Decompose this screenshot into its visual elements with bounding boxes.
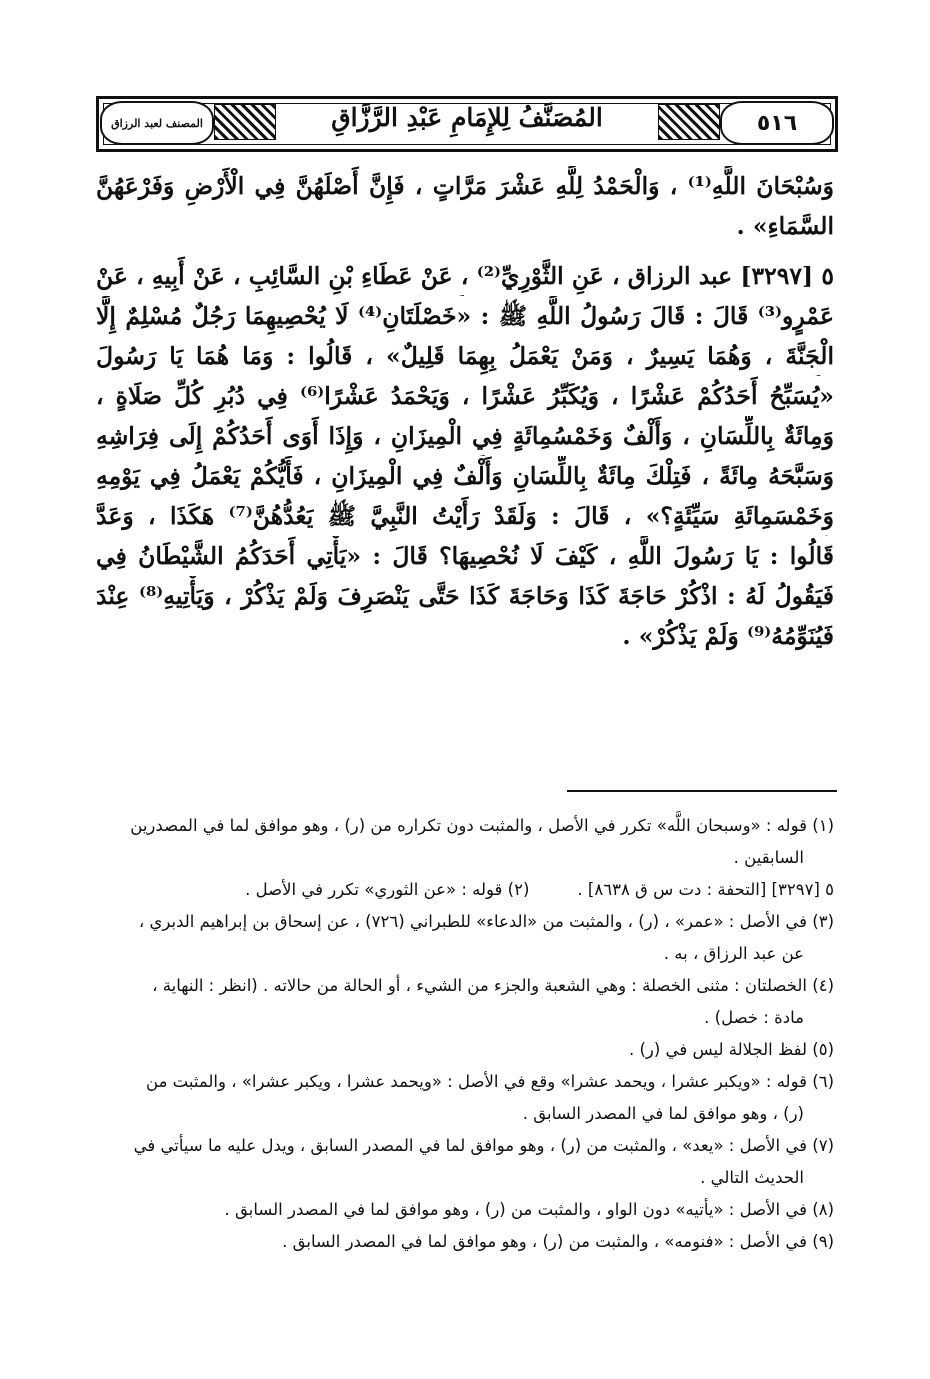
footnote-8: (٨) في الأصل : «يأتيه» دون الواو ، والمثبت من (ر) ، وهو موافق لما في المصدر السابق . [224,1200,834,1219]
book-logo-text: المصنف لعبد الرزاق [111,116,203,130]
footnote-separator [567,790,837,792]
footnote-4-cont: مادة : خصل) . [704,1008,804,1027]
footnote-row-tuhfa [96,874,834,906]
footnote-5: (٥) لفظ الجلالة ليس في (ر) . [628,1040,834,1059]
main-text [96,166,834,656]
hadith-3297-line-10: فَيُنَوِّمُهُ⁽⁹⁾ وَلَمْ يَذْكُرْ» . [622,622,834,650]
footnote-1: (١) قوله : «وسبحان اللَّه» تكرر في الأصل ، والمثبت دون تكراره من (ر) ، وهو موافق لما في المصدرين [130,816,834,835]
footnote-2: (٢) قوله : «عن الثوري» تكرر في الأصل . [245,880,530,899]
text-line-1: وَسُبْحَانَ اللَّهِ⁽¹⁾ ، وَالْحَمْدُ لِلَّهِ عَشْرَ مَرَّاتٍ ، فَإِنَّ أَصْلَهُنَّ فِي الْأَرْضِ وَفَرْعَهُنَّ [96,172,834,200]
hadith-3297-line-2: عَمْرٍو⁽³⁾ قَالَ : قَالَ رَسُولُ اللَّهِ ﷺ : «خَصْلَتَانِ⁽⁴⁾ لَا يُحْصِيهِمَا رَجُلٌ مُسْلِمٌ إِلَّا [96,302,834,330]
page-header [96,96,838,152]
book-logo [100,101,214,145]
header-ornament-left [214,104,276,140]
text-line-2: السَّمَاءِ» . [736,212,834,240]
footnote-7-cont: الحديث التالي . [700,1168,804,1187]
hadith-3297-line-1: ٥ [٣٢٩٧] عبد الرزاق ، عَنِ الثَّوْرِيِّ⁽²⁾ ، عَنْ عَطَاءِ بْنِ السَّائِبِ ، عَنْ أَبِيهِ ، عَنْ [96,262,834,290]
footnote-3-cont: عن عبد الرزاق ، به . [663,944,804,963]
footnote-7: (٧) في الأصل : «يعد» ، والمثبت من (ر) ، وهو موافق لما في المصدر السابق ، ويدل عليه ما سيأتي في [133,1136,834,1155]
hadith-3297-line-5: وَمِائَةٌ بِاللِّسَانِ ، وَأَلْفٌ وَخَمْسُمِائَةٍ فِي الْمِيزَانِ ، وَإِذَا أَوَى أَحَدُكُمْ إِلَى فِرَاشِهِ [96,422,834,450]
footnote-tuhfa: ٥ [٣٢٩٧] [التحفة : دت س ق ٨٦٣٨] . [577,880,834,899]
hadith-3297-line-9: فَيَقُولُ لَهُ : اذْكُرْ حَاجَةَ كَذَا وَحَاجَةَ كَذَا حَتَّى يَنْصَرِفَ وَلَمْ يَذْكُرْ ، وَيَأْتِيهِ⁽⁸⁾ عِنْدَ [96,582,834,610]
footnote-9: (٩) في الأصل : «فنومه» ، والمثبت من (ر) ، وهو موافق لما في المصدر السابق . [282,1232,834,1251]
page-number: ٥١٦ [756,110,798,136]
footnotes [96,810,834,1258]
hadith-3297-line-8: قَالُوا : يَا رَسُولَ اللَّهِ ، كَيْفَ لَا نُحْصِيهَا؟ قَالَ : «يَأْتِي أَحَدَكُمُ الشَّيْطَانُ فِي [96,542,834,570]
header-ornament-right [658,104,720,140]
hadith-3297-line-3: الْجَنَّةَ ، وَهُمَا يَسِيرٌ ، وَمَنْ يَعْمَلُ بِهِمَا قَلِيلٌ» ، قَالُوا : وَمَا هُمَا يَا رَسُولَ [96,342,834,370]
hadith-3297-line-6: وَسَبَّحَهُ مِائَةً ، فَتِلْكَ مِائَةٌ بِاللِّسَانِ وَأَلْفٌ فِي الْمِيزَانِ ، فَأَيُّكُمْ يَعْمَلُ فِي يَوْمِهِ [96,462,834,490]
footnote-6: (٦) قوله : «ويكبر عشرا ، ويحمد عشرا» وقع في الأصل : «ويحمد عشرا ، ويكبر عشرا» ، والمثبت من [146,1072,834,1091]
hadith-3297-line-4: «يُسَبِّحُ أَحَدُكُمْ عَشْرًا ، وَيُكَبِّرُ عَشْرًا ، وَيَحْمَدُ عَشْرًا⁽⁶⁾ فِي دُبُرِ كُلِّ صَلَاةٍ ، [96,382,834,410]
footnote-1-cont: السابقين . [733,848,804,867]
footnote-3: (٣) في الأصل : «عمر» ، (ر) ، والمثبت من «الدعاء» للطبراني (٧٢٦) ، عن إسحاق بن إبراهيم الدبري ، [138,912,834,931]
page-number-box [720,101,834,145]
footnote-6-cont: (ر) ، وهو موافق لما في المصدر السابق . [522,1104,804,1123]
book-title: المُصَنَّفُ لِلإِمَامِ عَبْدِ الرَّزَّاقِ [331,103,603,132]
hadith-3297-line-7: وَخَمْسَمِائَةِ سَيِّئَةٍ؟» ، قَالَ : وَلَقَدْ رَأَيْتُ النَّبِيَّ ﷺ يَعُدُّهُنَّ⁽⁷⁾ هَكَذَا ، وَعَدَّ [96,502,834,530]
footnote-4: (٤) الخصلتان : مثنى الخصلة : وهي الشعبة والجزء من الشيء ، أو الحالة من حالاته . (انظر : النهاية ، [152,976,834,995]
